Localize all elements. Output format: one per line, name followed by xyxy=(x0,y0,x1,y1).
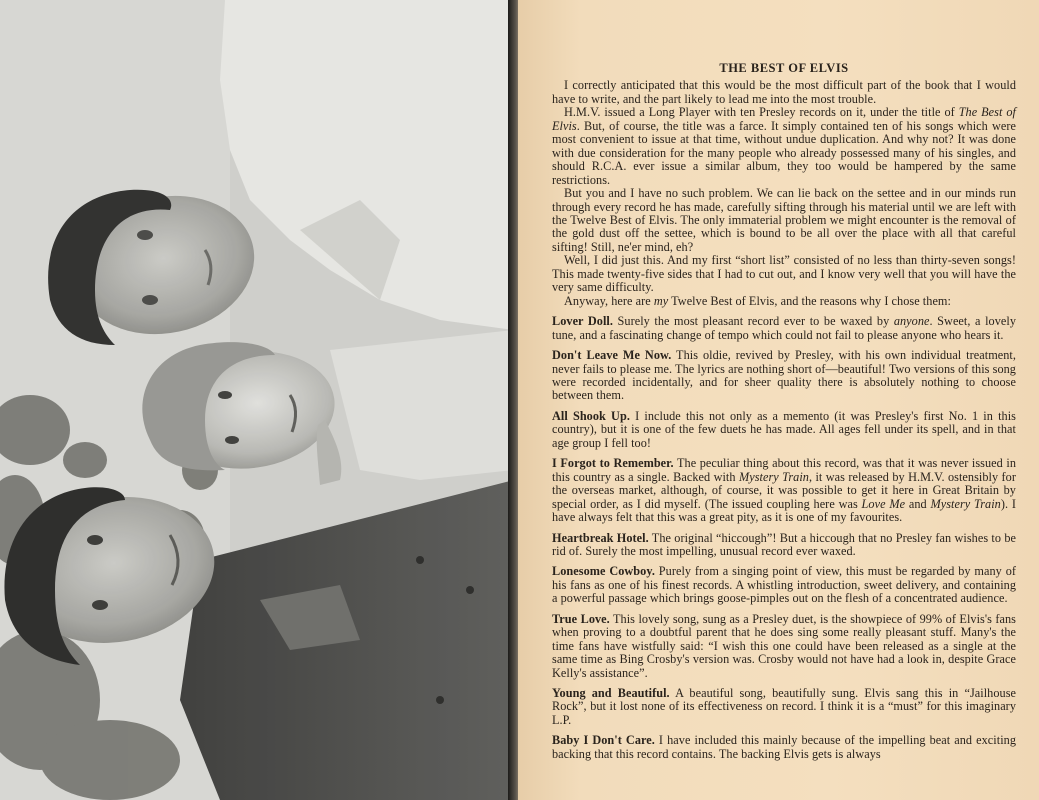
song-title: Don't Leave Me Now. xyxy=(552,348,672,363)
song-title: Baby I Don't Care. xyxy=(552,733,655,748)
song-title: Heartbreak Hotel. xyxy=(552,530,649,545)
text-run: Surely the most pleasant record ever to be waxed by xyxy=(612,314,894,329)
song-title: Lover Doll. xyxy=(552,314,613,329)
text-run: I have included this mainly because of the impelling beat and exciting backing that this record contains. The backing Elvis gets is always xyxy=(552,733,1016,761)
text-run: This oldie, revived by Presley, with his own individual treatment, never fails to please me. The lyrics are nothing short of—beautiful! Two versions of this song were recorded incidentally, and for sheer quality there is absolutely nothing to choose between them. xyxy=(552,348,1016,403)
intro-paragraphs xyxy=(552,79,1016,308)
photo-page xyxy=(0,0,514,800)
photograph xyxy=(0,0,514,800)
text-run: H.M.V. issued a Long Player with ten Presley records on it, under the title of xyxy=(564,105,959,120)
intro-paragraph xyxy=(552,295,1016,308)
intro-paragraph xyxy=(552,187,1016,254)
italic-text: my xyxy=(653,293,669,308)
text-run: Purely from a singing point of view, this must be regarded by many of his fans as one of his finest records. A whistling introduction, sweet delivery, and containing a powerful passage which brings goose-pimples out on the flesh of a concentrated audience. xyxy=(552,564,1016,606)
text-run: ). I have always felt that this was a great pity, as it is one of my favourites. xyxy=(552,496,1017,525)
text-run: I correctly anticipated that this would be the most difficult part of the book that I would have to write, and the part likely to lead me into the most trouble. xyxy=(552,78,1016,106)
song-entry xyxy=(552,687,1016,727)
text-run: Anyway, here are xyxy=(564,293,654,308)
text-run: The peculiar thing about this record, was that it was never issued in this country as a single. Backed with xyxy=(552,456,1016,484)
italic-text: anyone xyxy=(893,314,930,329)
song-entry xyxy=(552,613,1016,680)
song-title: I Forgot to Remember. xyxy=(552,456,674,471)
song-entry xyxy=(552,315,1016,342)
intro-paragraph xyxy=(552,106,1016,187)
text-run: A beautiful song, beautifully sung. Elvis sang this in “Jailhouse Rock”, but it lost none of its effectiveness on record. I think it is a “must” for this imaginary L.P. xyxy=(552,686,1016,727)
song-entry xyxy=(552,349,1016,403)
text-run: . Sweet, a lovely tune, and a fascinating change of tempo which could not fail to please anyone who hears it. xyxy=(552,314,1017,342)
intro-paragraph xyxy=(552,79,1016,106)
intro-paragraph xyxy=(552,254,1016,294)
song-title: Lonesome Cowboy. xyxy=(552,564,655,579)
text-run: Twelve Best of Elvis, and the reasons why I chose them: xyxy=(668,293,951,308)
song-list xyxy=(552,315,1016,761)
text-run: This lovely song, sung as a Presley duet, is the showpiece of 99% of Elvis's fans when proving to a doubtful parent that he does sing some really pleasant stuff. Many's the time fans have wistfully said: “I wish this one could have been released as a single at the same time as Bing Crosby's version was. Crosby would not have had a look in, despite Grace Kelly's assistance”. xyxy=(552,611,1016,680)
page-title: THE BEST OF ELVIS xyxy=(719,61,849,75)
text-page xyxy=(518,0,1039,800)
song-entry xyxy=(552,410,1016,450)
text-run: and xyxy=(905,496,931,511)
song-title: True Love. xyxy=(552,611,610,626)
song-title: Young and Beautiful. xyxy=(552,686,670,701)
text-run: But you and I have no such problem. We can lie back on the settee and in our minds run through every record he has made, carefully sifting through his material until we are left with the Twelve Best of Elvis. The only immaterial problem we might encounter is the removal of the gold dust off the settee, which is bound to be all over the place with all that careful sifting! Still, ne'er mind, eh? xyxy=(552,186,1016,254)
text-run: , it was released by H.M.V. ostensibly for the overseas market, although, of course, it was possible to get it here in Great Britain by special order, as I did myself. (The issued coupling here was xyxy=(552,469,1016,511)
italic-text: The Best of Elvis xyxy=(552,105,1016,133)
song-entry xyxy=(552,734,1016,761)
text-run: . But, of course, the title was a farce. It simply contained ten of his songs which were most convenient to issue at that time, without undue duplication. And why not? It was done with due consideration for the many people who already possessed many of his singles, and should R.C.A. ever issue a similar album, they too would be hampered by the same restrictions. xyxy=(552,118,1016,187)
text-run: The original “hiccough”! But a hiccough that no Presley fan wishes to be rid of. Surely the most impelling, unusual record ever waxed. xyxy=(552,530,1016,558)
song-entry xyxy=(552,565,1016,605)
italic-text: Love Me xyxy=(861,496,906,511)
text-run: Well, I did just this. And my first “short list” consisted of no less than thirty-seven songs! This made twenty-five sides that I had to cut out, and I know very well that you will have the very same difficulty. xyxy=(552,253,1016,295)
italic-text: Mystery Train xyxy=(930,496,1001,511)
song-entry xyxy=(552,532,1016,559)
text-body xyxy=(552,62,1016,761)
italic-text: Mystery Train xyxy=(738,469,809,484)
song-entry xyxy=(552,457,1016,524)
text-run: I include this not only as a memento (it was Presley's first No. 1 in this country), but it is one of the few duets he has made. All ages fell under its spell, and in that age group I fell too! xyxy=(552,408,1016,450)
song-title: All Shook Up. xyxy=(552,408,630,423)
